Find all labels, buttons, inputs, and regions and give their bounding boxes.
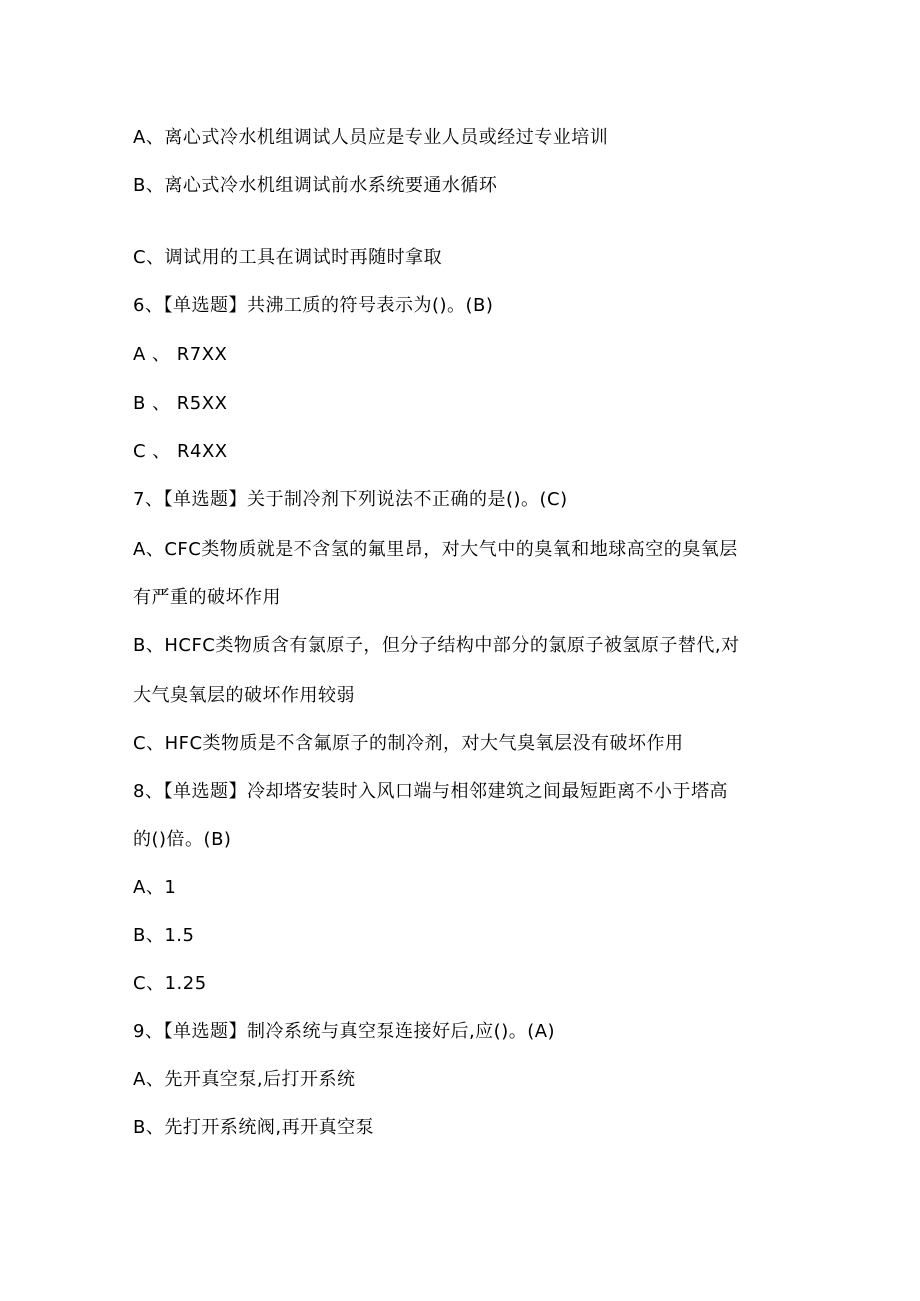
q6-option-c: C 、 R4XX bbox=[133, 441, 228, 462]
q6-question: 6、【单选题】共沸工质的符号表示为()。(B) bbox=[133, 295, 494, 316]
q5-option-c: C、调试用的工具在调试时再随时拿取 bbox=[133, 247, 443, 268]
q8-option-a: A、1 bbox=[133, 877, 177, 898]
q8-question-line1: 8、【单选题】冷却塔安装时入风口端与相邻建筑之间最短距离不小于塔高 bbox=[133, 781, 728, 802]
q9-option-b: B、先打开系统阀,再开真空泵 bbox=[133, 1117, 375, 1138]
q7-option-b-line1: B、HCFC类物质含有氯原子，但分子结构中部分的氯原子被氢原子替代,对 bbox=[133, 635, 740, 656]
q8-option-b: B、1.5 bbox=[133, 925, 195, 946]
q7-option-c: C、HFC类物质是不含氟原子的制冷剂，对大气臭氧层没有破坏作用 bbox=[133, 733, 684, 754]
q7-option-a-line2: 有严重的破坏作用 bbox=[133, 587, 281, 608]
q9-question: 9、【单选题】制冷系统与真空泵连接好后,应()。(A) bbox=[133, 1021, 556, 1042]
q7-option-b-line2: 大气臭氧层的破坏作用较弱 bbox=[133, 685, 355, 706]
q8-option-c: C、1.25 bbox=[133, 973, 207, 994]
q5-option-b: B、离心式冷水机组调试前水系统要通水循环 bbox=[133, 175, 498, 196]
q7-question: 7、【单选题】关于制冷剂下列说法不正确的是()。(C) bbox=[133, 489, 568, 510]
q8-question-line2: 的()倍。(B) bbox=[133, 829, 232, 850]
q6-option-b: B 、 R5XX bbox=[133, 393, 228, 414]
q5-option-a: A、离心式冷水机组调试人员应是专业人员或经过专业培训 bbox=[133, 127, 609, 148]
q6-option-a: A 、 R7XX bbox=[133, 344, 228, 365]
q9-option-a: A、先开真空泵,后打开系统 bbox=[133, 1069, 356, 1090]
q7-option-a-line1: A、CFC类物质就是不含氢的氟里昂，对大气中的臭氧和地球高空的臭氧层 bbox=[133, 539, 738, 560]
